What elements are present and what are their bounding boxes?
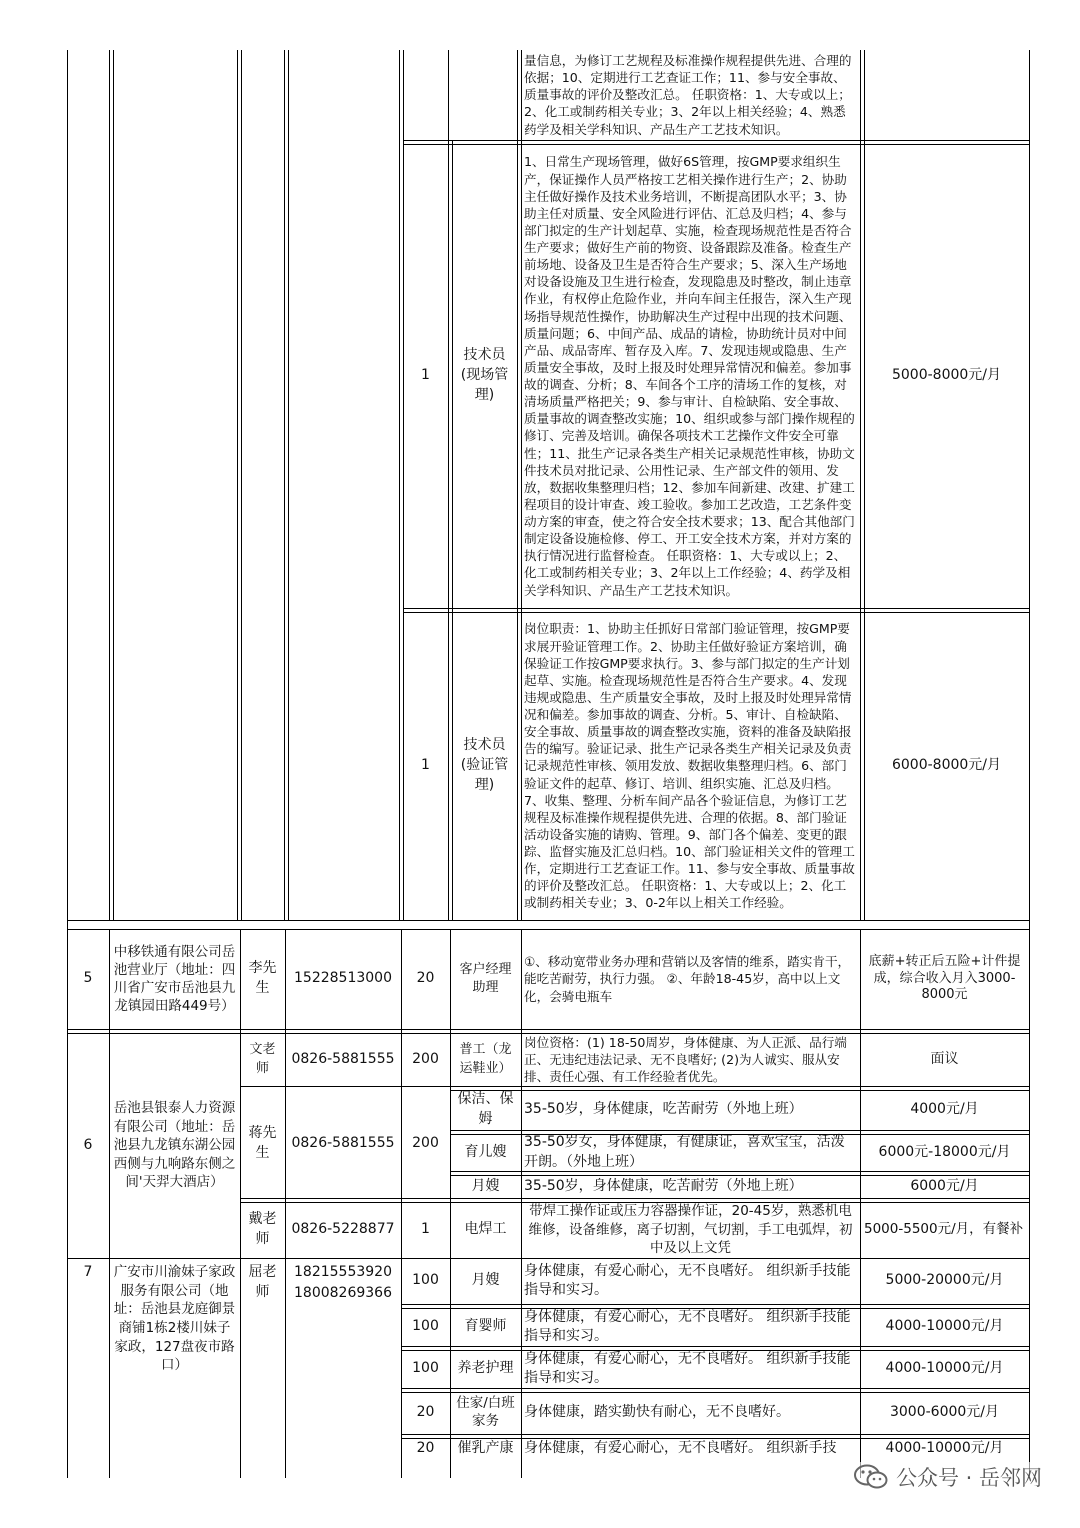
job-position: 保洁、保姆: [457, 1091, 514, 1127]
grid-line: [237, 50, 238, 920]
grid-line: [399, 50, 400, 920]
row-number: 6: [83, 1136, 93, 1153]
job-salary: 3000-6000元/月: [889, 1404, 1000, 1421]
job-salary: 6000元-18000元/月: [878, 1143, 1011, 1160]
grid-line: [1029, 50, 1030, 1478]
job-count: 100: [412, 1360, 439, 1377]
job-salary: 4000-10000元/月: [885, 1318, 1004, 1335]
job-salary: 5000-20000元/月: [885, 1272, 1004, 1289]
job-count: 100: [412, 1272, 439, 1289]
job-duties: 身体健康，有爱心耐心，无不良嗜好。 组织新手技能指导和实习。: [524, 1350, 851, 1386]
job-position: 技术员(验证管理): [460, 737, 509, 793]
contact-name: 文老师: [249, 1042, 276, 1076]
job-duties: 35-50岁女，身体健康，有健康证，喜欢宝宝，活泼开朗。（外地上班）: [524, 1134, 845, 1170]
contact-name: 李先生: [248, 960, 277, 996]
contact-phone: 0826-5881555: [291, 1050, 395, 1067]
grid-line: [517, 50, 518, 920]
job-duties: 身体健康，踏实勤快有耐心，无不良嗜好。: [524, 1404, 790, 1421]
grid-line: [241, 50, 242, 920]
grid-line: [284, 50, 285, 920]
job-count: 200: [412, 1135, 439, 1152]
grid-line: [67, 1029, 1029, 1030]
job-duties: ①、移动宽带业务办理和营销以及客情的维系，踏实肯干，能吃苦耐劳，执行力强。 ②、年龄18-45岁，高中以上文化，会骑电瓶车: [524, 954, 851, 1004]
watermark-text: 公众号 · 岳邻网: [895, 1466, 1042, 1490]
job-salary: 6000-8000元/月: [891, 757, 1002, 774]
grid-line: [240, 1198, 1029, 1199]
job-position: 月嫂: [471, 1272, 500, 1289]
grid-line: [860, 50, 861, 920]
job-count: 1: [421, 367, 430, 384]
watermark: [854, 1462, 1042, 1492]
grid-line: [450, 1130, 1029, 1131]
grid-line: [401, 1434, 1029, 1435]
job-duties: 岗位资格：(1) 18-50周岁，身体健康、为人正派、品行端正、无违纪违法记录、无不良嗜好; (2)为人诚实、服从安排、责任心强、有工作经验者优先。: [524, 1034, 847, 1085]
job-salary: 5000-5500元/月，有餐补: [864, 1221, 1024, 1238]
job-salary: 4000-10000元/月: [885, 1440, 1004, 1457]
job-count: 20: [416, 1404, 435, 1421]
grid-line: [109, 50, 110, 920]
grid-line: [448, 50, 449, 920]
contact-phone: 15228513000: [294, 970, 392, 987]
job-position: 育儿嫂: [464, 1143, 507, 1160]
grid-line: [240, 1086, 1029, 1087]
contact-phone: 0826-5228877: [291, 1221, 395, 1238]
contact-phone: 18008269366: [294, 1285, 392, 1301]
job-salary: 底薪+转正后五险+计件提成，综合收入月入3000-8000元: [868, 953, 1021, 1003]
grid-line: [288, 50, 289, 920]
contact-name: 蒋先生: [248, 1125, 277, 1161]
contact-name: 屈老师: [248, 1264, 277, 1300]
job-position: 普工（龙运鞋业）: [459, 1042, 512, 1076]
job-count: 20: [416, 970, 435, 987]
job-position: 电焊工: [464, 1221, 507, 1238]
grid-line: [403, 140, 1029, 141]
job-salary: 6000元/月: [910, 1177, 979, 1194]
job-duties: 身体健康，有爱心耐心，无不良嗜好。 组织新手技: [524, 1440, 837, 1457]
job-position: 催乳产康: [457, 1440, 514, 1457]
job-position: 住家/白班家务: [456, 1395, 515, 1429]
job-duties: 带焊工操作证或压力容器操作证，20-45岁，熟悉机电维修，设备维修，离子切割，气切割，手工电弧焊，初中及以上文凭: [528, 1203, 853, 1257]
job-duties: 量信息，为修订工艺规程及标准操作规程提供先进、合理的依据；10、定期进行工艺查证工作；11、参与安全事故、质量事故的评价及整改汇总。 任职资格：1、大专或以上；2、化工或制药相关专业；3、2年以上相关经验；4、熟悉药学及相关学科知识、产品生产工艺技术知识。: [524, 53, 852, 137]
job-count: 200: [412, 1050, 439, 1067]
grid-line: [403, 608, 1029, 609]
job-salary: 4000-10000元/月: [885, 1360, 1004, 1377]
job-duties: 身体健康，有爱心耐心，无不良嗜好。 组织新手技能指导和实习。: [524, 1262, 851, 1298]
job-duties: 身体健康，有爱心耐心，无不良嗜好。 组织新手技能指导和实习。: [524, 1308, 851, 1344]
job-salary: 4000元/月: [910, 1101, 979, 1118]
row-number: 5: [83, 970, 93, 987]
job-count: 20: [416, 1440, 435, 1457]
job-position: 月嫂: [471, 1177, 500, 1194]
job-count: 1: [421, 757, 430, 774]
grid-line: [401, 1346, 1029, 1347]
job-position: 养老护理: [457, 1360, 514, 1377]
contact-name: 戴老师: [248, 1211, 277, 1247]
job-duties: 35-50岁，身体健康，吃苦耐劳（外地上班）: [524, 1177, 803, 1194]
grid-line: [67, 920, 1029, 921]
grid-line: [401, 1388, 1029, 1389]
job-position: 育婴师: [464, 1318, 507, 1335]
contact-phone: 18215553920: [294, 1264, 392, 1280]
job-duties: 岗位职责：1、协助主任抓好日常部门验证管理，按GMP要求展开验证管理工作。2、协助主任做好验证方案培训，确保验证工作按GMP要求执行。3、参与部门拟定的生产计划起草、实施。检查现场规范性是否符合生产要求。4、发现违规或隐患、生产质量安全事故，及时上报及时处理异常情况和偏差。参加事故的调查、分析。5、审计、自检缺陷、安全事故、质量事故的调查整改实施，资料的准备及缺陷报告的编写。验证记录、批生产记录各类生产相关记录及负责记录规范性审核、领用发放、数据收集整理归档。6、部门验证文件的起草、修订、培训、组织实施、汇总及归档。7、收集、整理、分析车间产品各个验证信息，为修订工艺规程及标准操作规程提供先进、合理的依据。8、部门验证活动设备实施的请购、管理。9、部门各个偏差、变更的跟踪、监督实施及汇总归档。10、部门验证相关文件的管理工作，定期进行工艺查证工作。11、参与安全事故、质量事故的评价及整改汇总。 任职资格：1、大专或以上；2、化工或制药相关专业；3、0-2年以上相关工作经验。: [524, 621, 855, 911]
contact-phone: 0826-5881555: [291, 1135, 395, 1152]
job-duties: 1、日常生产现场管理，做好6S管理，按GMP要求组织生产，保证操作人员严格按工艺相关操作进行生产；2、协助主任做好操作及技术业务培训，不断提高团队水平；3、协助主任对质量、安全风险进行评估、汇总及归档；4、参与部门拟定的生产计划起草、实施，检查现场规范性是否符合生产要求；做好生产前的物资、设备跟踪及准备。检查生产前场地、设备及卫生是否符合生产要求；5、深入生产场地对设备设施及卫生进行检查，发现隐患及时整改，制止违章作业，有权停止危险作业，并向车间主任报告，深入生产现场指导规范性操作，协助解决生产过程中出现的技术问题、质量问题；6、中间产品、成品的请检，协助统计员对中间产品、成品寄库、暂存及入库。7、发现违规或隐患、生产质量安全事故，及时上报及时处理异常情况和偏差。参加事故的调查、分析；8、车间各个工序的清场工作的复核，对清场质量严格把关；9、参与审计、自检缺陷、安全事故、质量事故的调查整改实施；10、组织或参与部门操作规程的修订、完善及培训。确保各项技术工艺操作文件安全可靠性；11、批生产记录各类生产相关记录规范性审核，协助文件技术员对批记录、公用性记录、生产部文件的领用、发放，数据收集整理归档；12、参加车间新建、改建、扩建工程项目的设计审查、竣工验收。参加工艺改造，工艺条件变动方案的审查，使之符合安全技术要求；13、配合其他部门制定设备设施检修、停工、开工安全技术方案，并对方案的执行情况进行监督检查。 任职资格：1、大专或以上；2、化工或制药相关专业；3、2年以上工作经验；4、药学及相关学科知识、产品生产工艺技术知识。: [524, 154, 855, 598]
job-position: 客户经理助理: [459, 961, 512, 995]
job-position: 技术员(现场管理): [460, 347, 509, 403]
job-count: 100: [412, 1318, 439, 1335]
job-salary: 5000-8000元/月: [891, 367, 1002, 384]
job-salary: 面议: [930, 1050, 959, 1067]
company-name: 广安市川渝妹子家政服务有限公司（地址：岳池县龙庭御景商铺1栋2楼川妹子家政，127盘夜市路口）: [113, 1264, 236, 1374]
wechat-icon: [854, 1464, 888, 1490]
company-name: 岳池县银泰人力资源有限公司（地址：岳池县九龙镇东湖公园西侧与九响路东侧之间'天羿大酒店）: [113, 1099, 236, 1191]
grid-line: [113, 50, 114, 920]
job-count: 1: [421, 1221, 430, 1238]
grid-line: [401, 1304, 1029, 1305]
company-name: 中移铁通有限公司岳池营业厅（地址：四川省广安市岳池县九龙镇园田路449号）: [113, 943, 236, 1015]
row-number: 7: [83, 1264, 93, 1281]
job-duties: 35-50岁，身体健康，吃苦耐劳（外地上班）: [524, 1101, 803, 1118]
